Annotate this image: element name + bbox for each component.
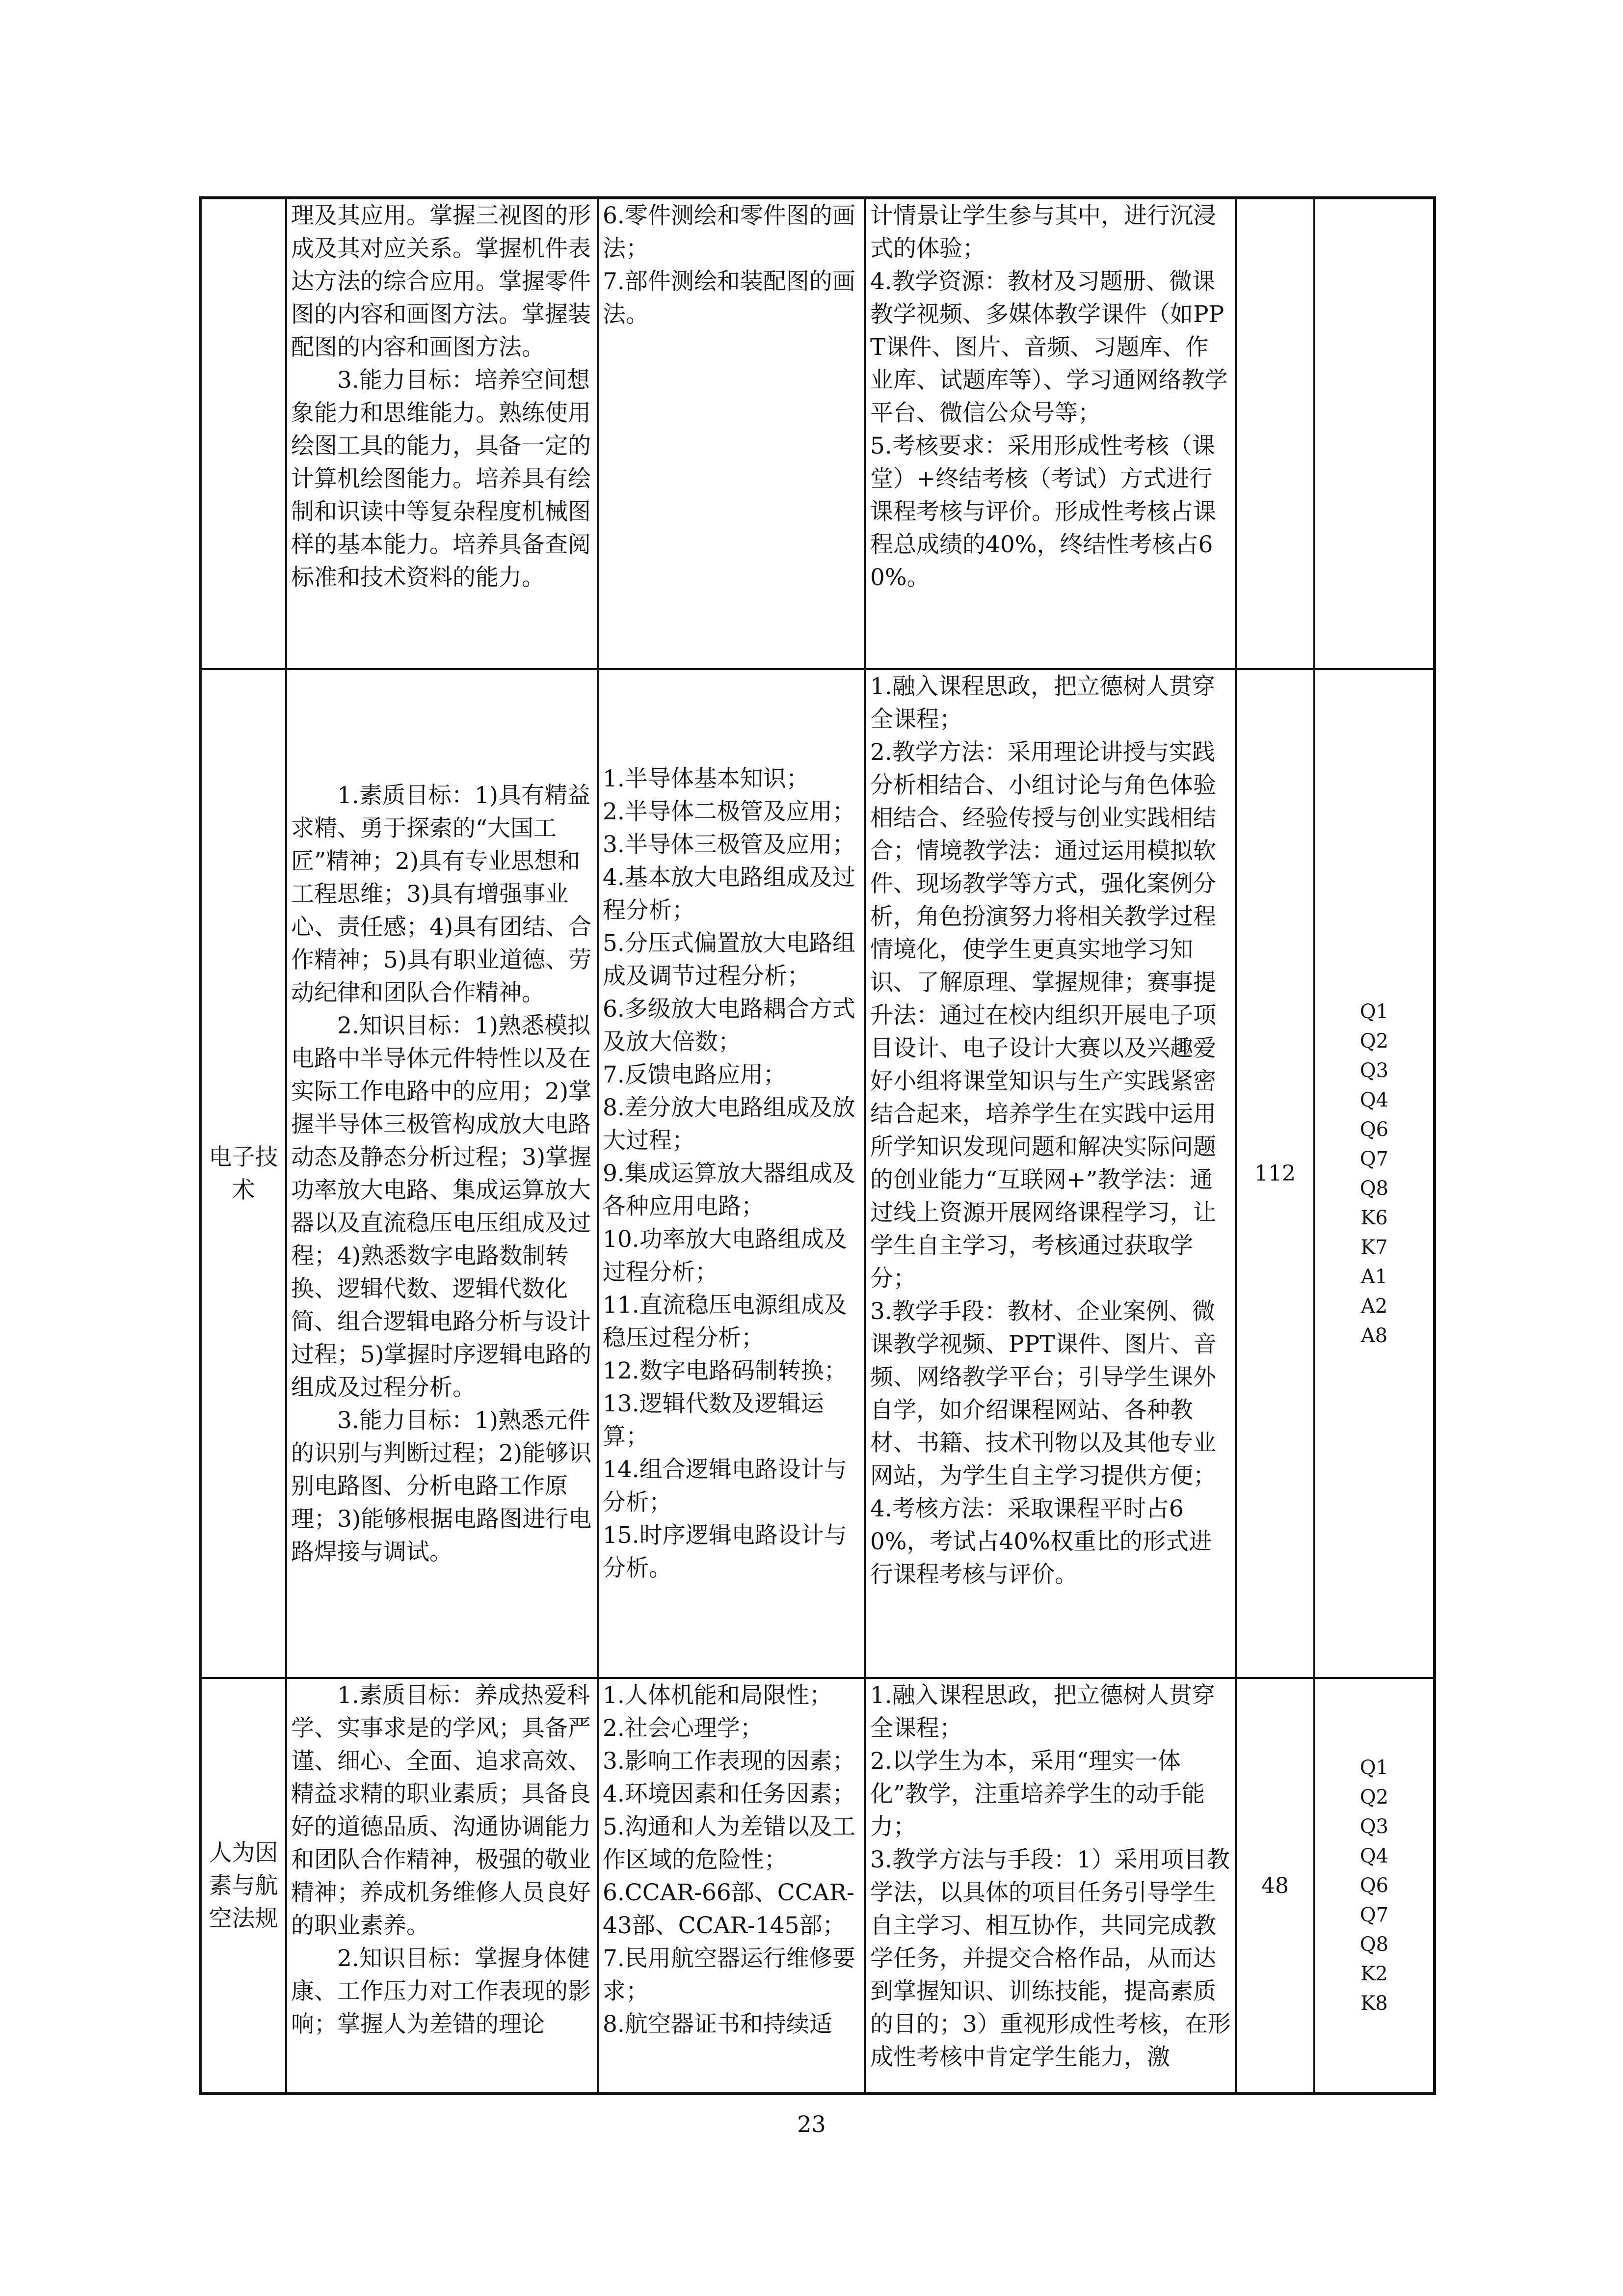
requirements-cell (865, 669, 1236, 1678)
requirement-text: 2.教学方法：采用理论讲授与实践分析相结合、小组讨论与角色体验相结合、经验传授与创业实践相结合；情境教学法：通过运用模拟软件、现场教学等方式，强化案例分析，角色扮演努力将相关教学过程情境化，使学生更真实地学习知识、了解原理、掌握规律；赛事提升法：通过在校内组织开展电子项目设计、电子设计大赛以及兴趣爱好小组将课堂知识与生产实践紧密结合起来，培养学生在实践中运用所学知识发现问题和解决实际问题的创业能力“互联网+”教学法：通过线上资源开展网络课程学习，让学生自主学习，考核通过获取学分； (870, 739, 1216, 1292)
code-item: K6 (1360, 1206, 1388, 1229)
code-item: Q8 (1359, 1933, 1389, 1956)
content-item: 2.半导体二极管及应用； (603, 798, 855, 825)
course-name-cell (200, 669, 286, 1678)
objectives-cell (286, 1678, 598, 2094)
content-item: 7.部件测绘和装配图的画法。 (603, 268, 855, 328)
content-item: 2.社会心理学； (603, 1715, 763, 1742)
requirement-text: 3.教学手段：教材、企业案例、微课教学视频、PPT课件、图片、音频、网络教学平台；引导学生课外自学，如介绍课程网站、各种教材、书籍、技术刊物以及其他专业网站，为学生自主学习提供方便； (870, 1298, 1217, 1489)
requirement-text: 计情景让学生参与其中，进行沉浸式的体验； (870, 202, 1216, 262)
requirement-text: 1.融入课程思政，把立德树人贯穿全课程； (870, 1682, 1215, 1742)
code-item: Q3 (1359, 1059, 1389, 1082)
codes-cell (1314, 198, 1435, 669)
content-item: 1.半导体基本知识； (603, 765, 809, 792)
code-item: Q4 (1359, 1088, 1389, 1111)
table-row (200, 198, 1435, 669)
objective-text: 1.素质目标：养成热爱科学、实事求是的学风；具备严谨、细心、全面、追求高效、精益求精的职业素质；具备良好的道德品质、沟通协调能力和团队合作精神，极强的敬业精神；养成机务维修人员良好的职业素养。 (291, 1682, 591, 1939)
table-row (200, 1678, 1435, 2094)
page-number: 23 (797, 2111, 826, 2137)
objective-text: 1.素质目标：1)具有精益求精、勇于探索的“大国工匠”精神；2)具有专业思想和工程思维；3)具有增强事业心、责任感；4)具有团结、合作精神；5)具有职业道德、劳动纪律和团队合作精神。 (291, 782, 592, 1006)
code-item: Q1 (1359, 1756, 1389, 1779)
code-item: Q7 (1359, 1147, 1389, 1170)
code-item: Q7 (1359, 1904, 1389, 1926)
content-item: 7.反馈电路应用； (603, 1061, 786, 1088)
content-item: 8.航空器证书和持续适 (603, 2011, 832, 2038)
content-item: 9.集成运算放大器组成及各种应用电路； (603, 1160, 855, 1220)
course-name: 人为因素与航空法规 (209, 1839, 278, 1932)
requirement-text: 1.融入课程思政，把立德树人贯穿全课程； (870, 673, 1215, 733)
course-name: 电子技术 (209, 1143, 278, 1204)
hours-cell (1236, 1678, 1314, 2094)
content-item: 4.基本放大电路组成及过程分析； (603, 864, 855, 924)
objective-text: 2.知识目标：掌握身体健康、工作压力对工作表现的影响；掌握人为差错的理论 (291, 1945, 591, 2038)
requirements-cell (865, 198, 1236, 669)
hours-value: 112 (1254, 1161, 1296, 1186)
content-item: 15.时序逻辑电路设计与分析。 (603, 1522, 847, 1582)
requirement-text: 2.以学生为本，采用“理实一体化”教学，注重培养学生的动手能力； (870, 1748, 1205, 1840)
code-item: K8 (1360, 1992, 1388, 2015)
content-item: 8.差分放大电路组成及放大过程； (603, 1094, 855, 1154)
content-cell (598, 1678, 865, 2094)
hours-value: 48 (1261, 1873, 1289, 1898)
content-item: 6.多级放大电路耦合方式及放大倍数； (603, 996, 855, 1055)
code-item: Q6 (1359, 1118, 1389, 1141)
course-table (199, 196, 1436, 2095)
code-item: Q2 (1359, 1786, 1389, 1809)
objective-text: 2.知识目标：1)熟悉模拟电路中半导体元件特性以及在实际工作电路中的应用；2)掌握半导体三极管构成放大电路动态及静态分析过程；3)掌握功率放大电路、集成运算放大器以及直流稳压电压组成及过程；4)熟悉数字电路数制转换、逻辑代数、逻辑代数化简、组合逻辑电路分析与设计过程；5)掌握时序逻辑电路的组成及过程分析。 (291, 1012, 592, 1401)
code-item: A2 (1360, 1295, 1388, 1318)
code-item: A8 (1360, 1324, 1388, 1347)
course-name-cell (200, 198, 286, 669)
content-item: 10.功率放大电路组成及过程分析； (603, 1226, 847, 1286)
objectives-cell (286, 669, 598, 1678)
content-item: 5.分压式偏置放大电路组成及调节过程分析； (603, 930, 855, 990)
content-item: 6.零件测绘和零件图的画法； (603, 202, 855, 262)
content-item: 3.影响工作表现的因素； (603, 1748, 855, 1775)
content-cell (598, 669, 865, 1678)
codes-cell (1314, 669, 1435, 1678)
content-item: 4.环境因素和任务因素； (603, 1781, 855, 1808)
hours-cell (1236, 198, 1314, 669)
code-item: Q4 (1359, 1845, 1389, 1867)
content-item: 14.组合逻辑电路设计与分析； (603, 1456, 847, 1516)
content-item: 11.直流稳压电源组成及稳压过程分析； (603, 1292, 847, 1351)
code-item: Q1 (1359, 1000, 1389, 1023)
requirement-text: 3.教学方法与手段：1）采用项目教学法，以具体的项目任务引导学生自主学习、相互协作，共同完成教学任务，并提交合格作品，从而达到掌握知识、训练技能，提高素质的目的；3）重视形成性考核，在形成性考核中肯定学生能力，激 (870, 1846, 1231, 2071)
content-item: 12.数字电路码制转换； (603, 1357, 847, 1384)
code-item: Q3 (1359, 1815, 1389, 1838)
requirements-cell (865, 1678, 1236, 2094)
content-item: 6.CCAR-66部、CCAR-43部、CCAR-145部； (603, 1879, 854, 1939)
code-item: Q2 (1359, 1029, 1389, 1053)
code-item: A1 (1360, 1265, 1388, 1288)
content-item: 13.逻辑代数及逻辑运算； (603, 1390, 824, 1450)
content-item: 1.人体机能和局限性； (603, 1682, 832, 1709)
objective-text: 3.能力目标：培养空间想象能力和思维能力。熟练使用绘图工具的能力，具备一定的计算机绘图能力。培养具有绘制和识读中等复杂程度机械图样的基本能力。培养具备查阅标准和技术资料的能力。 (291, 367, 591, 591)
requirement-text: 4.教学资源：教材及习题册、微课教学视频、多媒体教学课件（如PPT课件、图片、音频、习题库、作业库、试题库等）、学习通网络教学平台、微信公众号等； (870, 268, 1228, 427)
content-item: 3.半导体三极管及应用； (603, 831, 855, 858)
code-item: Q8 (1359, 1177, 1389, 1200)
table-row (200, 669, 1435, 1678)
codes-cell (1314, 1678, 1435, 2094)
code-item: K2 (1360, 1963, 1388, 1985)
content-item: 5.沟通和人为差错以及工作区域的危险性； (603, 1813, 855, 1873)
code-item: Q6 (1359, 1874, 1389, 1897)
objective-text: 3.能力目标：1)熟悉元件的识别与判断过程；2)能够识别电路图、分析电路工作原理；3)能够根据电路图进行电路焊接与调试。 (291, 1406, 592, 1566)
hours-cell (1236, 669, 1314, 1678)
content-item: 7.民用航空器运行维修要求； (603, 1945, 855, 2005)
requirement-text: 5.考核要求：采用形成性考核（课堂）+终结考核（考试）方式进行课程考核与评价。形成性考核占课程总成绩的40%，终结性考核占60%。 (870, 432, 1216, 591)
objective-text: 理及其应用。掌握三视图的形成及其对应关系。掌握机件表达方法的综合应用。掌握零件图的内容和画图方法。掌握装配图的内容和画图方法。 (291, 202, 591, 361)
objectives-cell (286, 198, 598, 669)
course-name-cell (200, 1678, 286, 2094)
code-item: K7 (1360, 1236, 1388, 1259)
content-cell (598, 198, 865, 669)
requirement-text: 4.考核方法：采取课程平时占60%，考试占40%权重比的形式进行课程考核与评价。 (870, 1495, 1212, 1588)
